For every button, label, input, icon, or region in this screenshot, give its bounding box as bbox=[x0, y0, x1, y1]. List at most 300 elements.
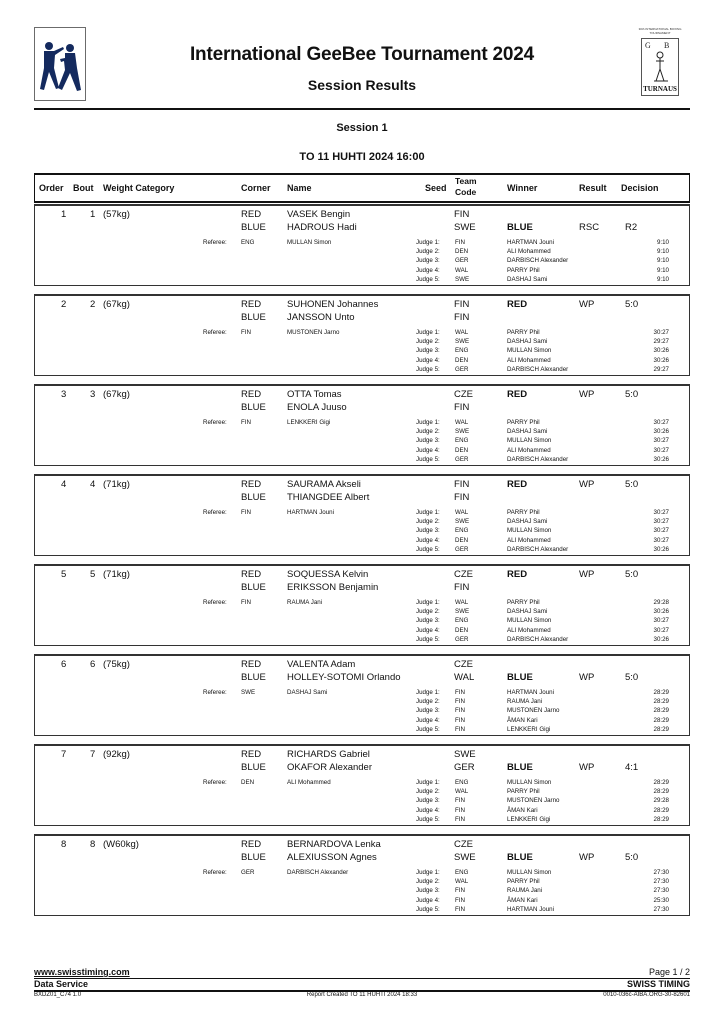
judge-noc: FIN bbox=[455, 698, 465, 706]
bout-block bbox=[34, 744, 690, 826]
bout-order: 5 bbox=[61, 569, 67, 580]
judge-label: Judge 5: bbox=[416, 725, 440, 733]
column-header-row bbox=[34, 173, 690, 203]
bout-block bbox=[34, 654, 690, 736]
winner: BLUE bbox=[507, 762, 533, 773]
judge-score: 30:27 bbox=[653, 527, 669, 535]
bout-order: 2 bbox=[61, 299, 67, 310]
blue-team-code: SWE bbox=[454, 852, 476, 863]
result: WP bbox=[579, 479, 595, 490]
judge-name: MULLAN Simon bbox=[507, 347, 552, 355]
blue-team-code: FIN bbox=[454, 582, 470, 593]
website-link[interactable]: www.swisstiming.com bbox=[34, 967, 130, 977]
judge-score: 27:30 bbox=[653, 905, 669, 913]
judge-label: Judge 1: bbox=[416, 869, 440, 876]
judge-label: Judge 4: bbox=[416, 806, 440, 814]
judge-noc: DEN bbox=[455, 356, 469, 364]
judge-score: 25:30 bbox=[653, 896, 669, 904]
judge-noc: GER bbox=[455, 257, 469, 265]
judge-label: Judge 2: bbox=[416, 878, 440, 886]
col-order: Order bbox=[39, 183, 64, 193]
red-boxer-name: BERNARDOVA Lenka bbox=[287, 839, 381, 850]
red-boxer-name: OTTA Tomas bbox=[287, 389, 342, 400]
judge-label: Judge 2: bbox=[416, 608, 440, 616]
judge-noc: SWE bbox=[455, 275, 470, 283]
judge-score: 27:30 bbox=[653, 887, 669, 895]
page-title: International GeeBee Tournament 2024 bbox=[189, 44, 535, 65]
weight-category: (67kg) bbox=[103, 389, 130, 400]
corner-blue: BLUE bbox=[241, 672, 266, 683]
bout-block bbox=[34, 474, 690, 556]
referee-label: Referee: bbox=[203, 509, 227, 516]
judge-noc: ENG bbox=[455, 437, 469, 445]
judge-noc: SWE bbox=[455, 338, 470, 346]
judge-noc: DEN bbox=[455, 536, 469, 544]
referee-name: DARBISCH Alexander bbox=[287, 869, 349, 876]
referee-label: Referee: bbox=[203, 419, 227, 426]
red-boxer-name: RICHARDS Gabriel bbox=[287, 749, 370, 760]
judge-label: Judge 2: bbox=[416, 338, 440, 346]
judge-noc: SWE bbox=[455, 518, 470, 526]
bout-number: 4 bbox=[90, 479, 96, 490]
judge-noc: ENG bbox=[455, 869, 469, 876]
header-divider bbox=[34, 108, 690, 110]
decision: 5:0 bbox=[625, 569, 639, 580]
red-team-code: CZE bbox=[454, 569, 473, 580]
blue-boxer-name: JANSSON Unto bbox=[287, 312, 355, 323]
judge-noc: FIN bbox=[455, 806, 465, 814]
judge-name: RAUMA Jani bbox=[507, 698, 543, 706]
bout-block bbox=[34, 294, 690, 376]
corner-red: RED bbox=[241, 299, 262, 310]
judge-score: 27:30 bbox=[653, 878, 669, 886]
corner-blue: BLUE bbox=[241, 582, 266, 593]
weight-category: (W60kg) bbox=[103, 839, 139, 850]
red-boxer-name: SUHONEN Johannes bbox=[287, 299, 379, 310]
corner-blue: BLUE bbox=[241, 402, 266, 413]
judge-name: DASHAJ Sami bbox=[507, 428, 548, 436]
judge-score: 28:29 bbox=[653, 689, 669, 696]
blue-team-code: GER bbox=[454, 762, 475, 773]
judge-label: Judge 2: bbox=[416, 518, 440, 526]
judge-label: Judge 1: bbox=[416, 239, 440, 246]
judge-label: Judge 3: bbox=[416, 437, 440, 445]
judge-label: Judge 4: bbox=[416, 896, 440, 904]
judge-label: Judge 4: bbox=[416, 716, 440, 724]
judge-score: 30:27 bbox=[653, 446, 669, 454]
decision: 5:0 bbox=[625, 389, 639, 400]
judge-label: Judge 1: bbox=[416, 779, 440, 786]
bout-block bbox=[34, 204, 690, 286]
winner: RED bbox=[507, 389, 528, 400]
judge-name: DARBISCH Alexander bbox=[507, 455, 569, 463]
page-number: Page 1 / 2 bbox=[648, 967, 690, 977]
judge-label: Judge 5: bbox=[416, 365, 440, 373]
col-winner: Winner bbox=[507, 183, 538, 193]
judge-score: 30:27 bbox=[653, 536, 669, 544]
judge-score: 30:27 bbox=[653, 437, 669, 445]
blue-team-code: SWE bbox=[454, 222, 476, 233]
judge-name: DARBISCH Alexander bbox=[507, 545, 569, 553]
judge-label: Judge 4: bbox=[416, 446, 440, 454]
red-team-code: FIN bbox=[454, 299, 470, 310]
judge-noc: GER bbox=[455, 545, 469, 553]
judge-name: ALI Mohammed bbox=[507, 248, 551, 256]
bout-order: 1 bbox=[61, 209, 67, 220]
judge-name: PARRY Phil bbox=[507, 329, 540, 336]
judge-score: 28:29 bbox=[653, 779, 669, 786]
col-result: Result bbox=[579, 183, 607, 193]
judge-name: PARRY Phil bbox=[507, 266, 540, 274]
decision: 5:0 bbox=[625, 852, 639, 863]
judge-label: Judge 2: bbox=[416, 428, 440, 436]
judge-noc: WAL bbox=[455, 509, 469, 516]
referee-noc: GER bbox=[241, 869, 255, 876]
judge-score: 30:26 bbox=[653, 545, 669, 553]
red-team-code: CZE bbox=[454, 839, 473, 850]
col-decision: Decision bbox=[621, 183, 659, 193]
weight-category: (92kg) bbox=[103, 749, 130, 760]
judge-noc: WAL bbox=[455, 878, 469, 886]
judge-name: DASHAJ Sami bbox=[507, 275, 548, 283]
judge-score: 28:29 bbox=[653, 788, 669, 796]
judge-noc: WAL bbox=[455, 329, 469, 336]
judge-noc: FIN bbox=[455, 905, 465, 913]
judge-label: Judge 3: bbox=[416, 707, 440, 715]
judge-label: Judge 5: bbox=[416, 635, 440, 643]
judge-noc: ENG bbox=[455, 347, 469, 355]
winner: RED bbox=[507, 569, 528, 580]
judge-name: MUSTONEN Jarno bbox=[507, 707, 560, 715]
judge-name: ALI Mohammed bbox=[507, 626, 551, 634]
bout-number: 6 bbox=[90, 659, 96, 670]
referee-name: RAUMA Jani bbox=[287, 599, 323, 606]
corner-red: RED bbox=[241, 479, 262, 490]
decision: 5:0 bbox=[625, 299, 639, 310]
judge-noc: GER bbox=[455, 365, 469, 373]
judge-score: 28:29 bbox=[653, 815, 669, 823]
referee-noc: SWE bbox=[241, 689, 256, 696]
bout-number: 3 bbox=[90, 389, 96, 400]
judge-score: 29:28 bbox=[653, 797, 669, 805]
judge-name: DARBISCH Alexander bbox=[507, 365, 569, 373]
judge-label: Judge 5: bbox=[416, 545, 440, 553]
judge-noc: WAL bbox=[455, 788, 469, 796]
judge-noc: FIN bbox=[455, 689, 465, 696]
judge-label: Judge 3: bbox=[416, 887, 440, 895]
red-boxer-name: SOQUESSA Kelvin bbox=[287, 569, 369, 580]
judge-noc: FIN bbox=[455, 896, 465, 904]
judge-name: MULLAN Simon bbox=[507, 869, 552, 876]
referee-noc: FIN bbox=[241, 329, 251, 336]
judge-noc: ENG bbox=[455, 617, 469, 625]
red-team-code: SWE bbox=[454, 749, 476, 760]
corner-blue: BLUE bbox=[241, 222, 266, 233]
judge-score: 30:26 bbox=[653, 608, 669, 616]
judge-label: Judge 5: bbox=[416, 815, 440, 823]
page-subtitle: Session Results bbox=[307, 77, 417, 93]
judge-name: PARRY Phil bbox=[507, 878, 540, 886]
decision: 5:0 bbox=[625, 672, 639, 683]
judge-name: PARRY Phil bbox=[507, 788, 540, 796]
result: WP bbox=[579, 389, 595, 400]
judge-score: 30:27 bbox=[653, 329, 669, 336]
bout-order: 6 bbox=[61, 659, 67, 670]
bout-number: 5 bbox=[90, 569, 96, 580]
svg-text:B: B bbox=[664, 41, 670, 50]
bout-number: 8 bbox=[90, 839, 96, 850]
bout-number: 7 bbox=[90, 749, 96, 760]
judge-name: MULLAN Simon bbox=[507, 617, 552, 625]
session-datetime: TO 11 HUHTI 2024 16:00 bbox=[299, 151, 425, 163]
judge-name: PARRY Phil bbox=[507, 509, 540, 516]
judge-name: ÅMAN Kari bbox=[507, 806, 538, 814]
blue-boxer-name: HOLLEY-SOTOMI Orlando bbox=[287, 672, 401, 683]
referee-noc: FIN bbox=[241, 509, 251, 516]
red-team-code: CZE bbox=[454, 659, 473, 670]
blue-boxer-name: ENOLA Juuso bbox=[287, 402, 347, 413]
judge-name: DARBISCH Alexander bbox=[507, 635, 569, 643]
tournament-emblem bbox=[641, 38, 679, 96]
judge-score: 30:27 bbox=[653, 509, 669, 516]
judge-noc: ENG bbox=[455, 527, 469, 535]
document-code: BXDZ01_C74 1.0 bbox=[34, 992, 82, 998]
judge-name: DASHAJ Sami bbox=[507, 338, 548, 346]
judge-score: 29:28 bbox=[653, 599, 669, 606]
judge-score: 30:26 bbox=[653, 455, 669, 463]
judge-label: Judge 5: bbox=[416, 275, 440, 283]
red-team-code: FIN bbox=[454, 209, 470, 220]
judge-label: Judge 2: bbox=[416, 788, 440, 796]
judge-noc: FIN bbox=[455, 797, 465, 805]
judge-score: 9:10 bbox=[656, 239, 669, 246]
judge-label: Judge 5: bbox=[416, 905, 440, 913]
col-corner: Corner bbox=[241, 183, 271, 193]
judge-label: Judge 5: bbox=[416, 455, 440, 463]
corner-red: RED bbox=[241, 749, 262, 760]
judge-noc: DEN bbox=[455, 626, 469, 634]
judge-score: 29:27 bbox=[653, 338, 669, 346]
judge-label: Judge 1: bbox=[416, 509, 440, 516]
decision: 5:0 bbox=[625, 479, 639, 490]
data-service-label: Data Service bbox=[34, 979, 89, 989]
bout-order: 3 bbox=[61, 389, 67, 400]
judge-label: Judge 3: bbox=[416, 527, 440, 535]
blue-boxer-name: ALEXIUSSON Agnes bbox=[287, 852, 377, 863]
decision: 4:1 bbox=[625, 762, 639, 773]
red-boxer-name: SAURAMA Akseli bbox=[287, 479, 361, 490]
footer-divider bbox=[34, 978, 690, 979]
bout-order: 7 bbox=[61, 749, 67, 760]
judge-score: 30:27 bbox=[653, 626, 669, 634]
judge-noc: FIN bbox=[455, 815, 465, 823]
winner: BLUE bbox=[507, 672, 533, 683]
result: WP bbox=[579, 299, 595, 310]
bout-number: 2 bbox=[90, 299, 96, 310]
judge-score: 9:10 bbox=[656, 257, 669, 265]
referee-name: LENKKERI Gigi bbox=[287, 419, 331, 426]
judge-noc: SWE bbox=[455, 608, 470, 616]
col-seed: Seed bbox=[425, 183, 447, 193]
judge-score: 27:30 bbox=[653, 869, 669, 876]
corner-blue: BLUE bbox=[241, 852, 266, 863]
weight-category: (57kg) bbox=[103, 209, 130, 220]
referee-label: Referee: bbox=[203, 689, 227, 696]
judge-noc: DEN bbox=[455, 446, 469, 454]
judge-name: ÅMAN Kari bbox=[507, 896, 538, 904]
judge-label: Judge 1: bbox=[416, 419, 440, 426]
blue-boxer-name: HADROUS Hadi bbox=[287, 222, 357, 233]
judge-label: Judge 4: bbox=[416, 536, 440, 544]
bout-order: 8 bbox=[61, 839, 67, 850]
judge-label: Judge 3: bbox=[416, 257, 440, 265]
judge-name: PARRY Phil bbox=[507, 419, 540, 426]
blue-team-code: FIN bbox=[454, 492, 470, 503]
judge-label: Judge 3: bbox=[416, 347, 440, 355]
red-boxer-name: VASEK Bengin bbox=[287, 209, 351, 220]
judge-label: Judge 1: bbox=[416, 329, 440, 336]
judge-name: MUSTONEN Jarno bbox=[507, 797, 560, 805]
judge-name: HARTMAN Jouni bbox=[507, 905, 554, 913]
judge-name: HARTMAN Jouni bbox=[507, 689, 554, 696]
referee-name: ALI Mohammed bbox=[287, 779, 331, 786]
judge-label: Judge 2: bbox=[416, 698, 440, 706]
judge-name: ALI Mohammed bbox=[507, 446, 551, 454]
corner-red: RED bbox=[241, 389, 262, 400]
result: WP bbox=[579, 672, 595, 683]
judge-label: Judge 3: bbox=[416, 797, 440, 805]
blue-team-code: FIN bbox=[454, 312, 470, 323]
winner: RED bbox=[507, 479, 528, 490]
winner: BLUE bbox=[507, 222, 533, 233]
judge-noc: SWE bbox=[455, 428, 470, 436]
judge-name: RAUMA Jani bbox=[507, 887, 543, 895]
report-created: Report Created TO 11 HUHTI 2024 18:33 bbox=[306, 992, 418, 998]
bout-block bbox=[34, 384, 690, 466]
referee-name: DASHAJ Sami bbox=[287, 689, 328, 696]
judge-noc: WAL bbox=[455, 419, 469, 426]
bout-block bbox=[34, 834, 690, 916]
col-name: Name bbox=[287, 183, 312, 193]
blue-boxer-name: THIANGDEE Albert bbox=[287, 492, 370, 503]
referee-noc: DEN bbox=[241, 779, 255, 786]
tournament-logo bbox=[630, 27, 690, 101]
judge-name: DASHAJ Sami bbox=[507, 518, 548, 526]
bout-order: 4 bbox=[61, 479, 67, 490]
referee-label: Referee: bbox=[203, 869, 227, 876]
judge-noc: FIN bbox=[455, 716, 465, 724]
corner-blue: BLUE bbox=[241, 762, 266, 773]
judge-name: ÅMAN Kari bbox=[507, 716, 538, 724]
result: RSC bbox=[579, 222, 600, 233]
judge-noc: FIN bbox=[455, 725, 465, 733]
judge-score: 30:27 bbox=[653, 419, 669, 426]
judge-label: Judge 3: bbox=[416, 617, 440, 625]
judge-score: 30:26 bbox=[653, 635, 669, 643]
weight-category: (75kg) bbox=[103, 659, 130, 670]
judge-noc: ENG bbox=[455, 779, 469, 786]
blue-boxer-name: OKAFOR Alexander bbox=[287, 762, 373, 773]
judge-score: 28:29 bbox=[653, 716, 669, 724]
judge-score: 9:10 bbox=[656, 266, 669, 274]
referee-noc: FIN bbox=[241, 419, 251, 426]
svg-text:G: G bbox=[645, 41, 651, 50]
judge-noc: GER bbox=[455, 455, 469, 463]
judge-name: DARBISCH Alexander bbox=[507, 257, 569, 265]
referee-name: HARTMAN Jouni bbox=[287, 509, 334, 516]
document-id: 0010-036c-AIBA.ORG-30-82601 bbox=[603, 992, 690, 998]
judge-noc: DEN bbox=[455, 248, 469, 256]
winner: RED bbox=[507, 299, 528, 310]
judge-label: Judge 2: bbox=[416, 248, 440, 256]
corner-red: RED bbox=[241, 659, 262, 670]
blue-boxer-name: ERIKSSON Benjamin bbox=[287, 582, 379, 593]
boxer-emblem-icon bbox=[642, 39, 678, 85]
corner-blue: BLUE bbox=[241, 492, 266, 503]
col-team-code-line1: Team bbox=[455, 176, 477, 186]
result: WP bbox=[579, 852, 595, 863]
judge-noc: WAL bbox=[455, 266, 469, 274]
judge-score: 28:29 bbox=[653, 725, 669, 733]
referee-name: MULLAN Simon bbox=[287, 239, 332, 246]
judge-name: MULLAN Simon bbox=[507, 527, 552, 535]
corner-blue: BLUE bbox=[241, 312, 266, 323]
col-team-code-line2: Code bbox=[455, 187, 477, 197]
judge-noc: FIN bbox=[455, 707, 465, 715]
judge-name: HARTMAN Jouni bbox=[507, 239, 554, 246]
judge-score: 28:29 bbox=[653, 806, 669, 814]
corner-red: RED bbox=[241, 569, 262, 580]
judge-label: Judge 1: bbox=[416, 599, 440, 606]
brand-label: SWISS TIMING bbox=[627, 979, 690, 989]
judge-score: 30:27 bbox=[653, 518, 669, 526]
judge-score: 30:27 bbox=[653, 617, 669, 625]
judge-score: 28:29 bbox=[653, 698, 669, 706]
corner-red: RED bbox=[241, 209, 262, 220]
judge-score: 30:26 bbox=[653, 356, 669, 364]
judge-score: 30:26 bbox=[653, 347, 669, 355]
judge-name: MULLAN Simon bbox=[507, 779, 552, 786]
judge-name: PARRY Phil bbox=[507, 599, 540, 606]
referee-label: Referee: bbox=[203, 239, 227, 246]
red-team-code: FIN bbox=[454, 479, 470, 490]
decision: R2 bbox=[625, 222, 638, 233]
tournament-logo-caption: 30th INTERNATIONAL BOXING TOURNAMENT bbox=[638, 27, 682, 35]
result: WP bbox=[579, 569, 595, 580]
judge-name: LENKKERI Gigi bbox=[507, 815, 551, 823]
judge-score: 9:10 bbox=[656, 248, 669, 256]
weight-category: (71kg) bbox=[103, 569, 130, 580]
judge-label: Judge 4: bbox=[416, 266, 440, 274]
referee-noc: ENG bbox=[241, 239, 255, 246]
bout-number: 1 bbox=[90, 209, 96, 220]
weight-category: (67kg) bbox=[103, 299, 130, 310]
judge-score: 29:27 bbox=[653, 365, 669, 373]
judge-name: DASHAJ Sami bbox=[507, 608, 548, 616]
judge-noc: GER bbox=[455, 635, 469, 643]
judge-noc: FIN bbox=[455, 239, 465, 246]
referee-label: Referee: bbox=[203, 779, 227, 786]
judge-name: ALI Mohammed bbox=[507, 356, 551, 364]
judge-name: MULLAN Simon bbox=[507, 437, 552, 445]
judge-label: Judge 4: bbox=[416, 626, 440, 634]
judge-score: 9:10 bbox=[656, 275, 669, 283]
referee-label: Referee: bbox=[203, 329, 227, 336]
red-boxer-name: VALENTA Adam bbox=[287, 659, 356, 670]
col-bout: Bout bbox=[73, 183, 94, 193]
referee-noc: FIN bbox=[241, 599, 251, 606]
judge-label: Judge 4: bbox=[416, 356, 440, 364]
